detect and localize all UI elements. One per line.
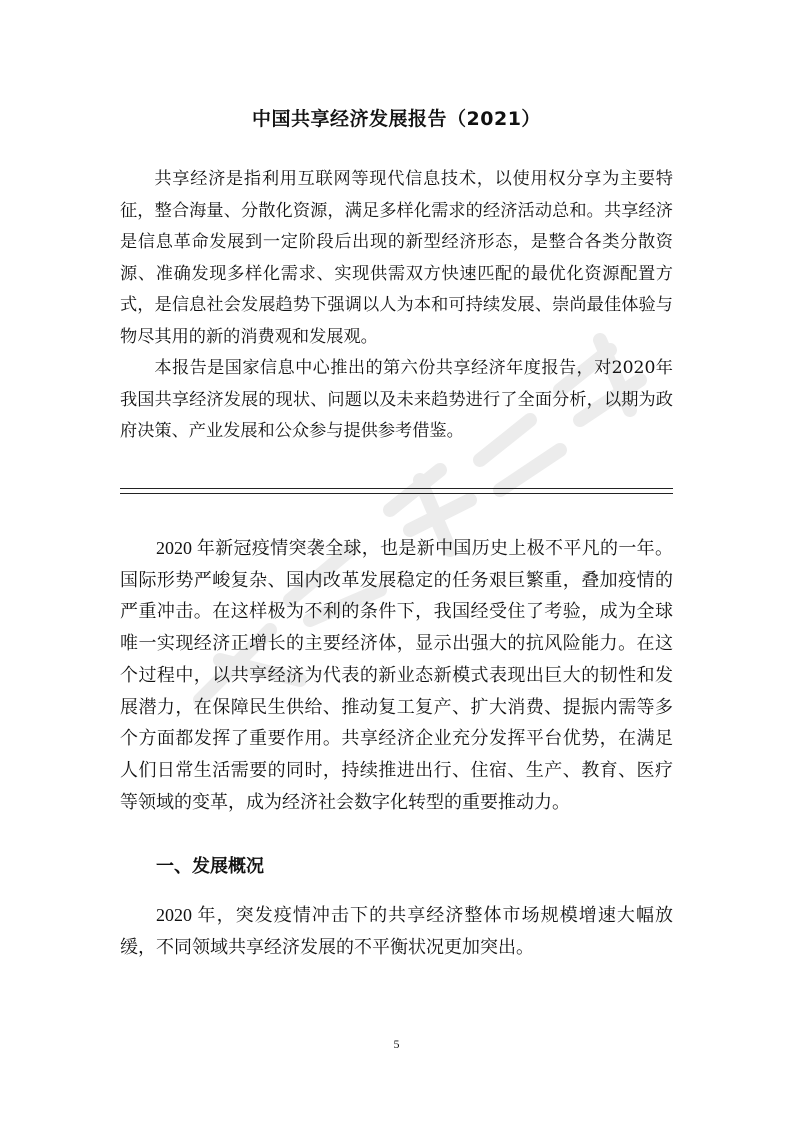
body-paragraph: 2020 年新冠疫情突袭全球，也是新中国历史上极不平凡的一年。国际形势严峻复杂、国内改革发展稳定的任务艰巨繁重，叠加疫情的严重冲击。在这样极为不利的条件下，我国经受住了考验，成为全球唯一实现经济正增长的主要经济体，显示出强大的抗风险能力。在这个过程中，以共享经济为代表的新业态新模式表现出巨大的韧性和发展潜力，在保障民生供给、推动复工复产、扩大消费、提振内需等多个方面都发挥了重要作用。共享经济企业充分发挥平台优势，在满足人们日常生活需要的同时，持续推进出行、住宿、生产、教育、医疗等领域的变革，成为经济社会数字化转型的重要推动力。 xyxy=(120,538,673,812)
document-title: 中国共享经济发展报告（2021） xyxy=(252,108,541,130)
body-paragraph: 2020 年，突发疫情冲击下的共享经济整体市场规模增速大幅放缓，不同领域共享经济发展的不平衡状况更加突出。 xyxy=(120,905,673,957)
page-number: 5 xyxy=(393,1037,400,1051)
abstract-paragraph: 本报告是国家信息中心推出的第六份共享经济年度报告，对2020年我国共享经济发展的现状、问题以及未来趋势进行了全面分析，以期为政府决策、产业发展和公众参与提供参考借鉴。 xyxy=(120,358,673,441)
divider-line xyxy=(120,488,673,489)
section-heading: 一、发展概况 xyxy=(156,856,264,877)
abstract xyxy=(120,164,673,448)
divider-line xyxy=(120,493,673,494)
section-body xyxy=(120,899,673,963)
abstract-paragraph: 共享经济是指利用互联网等现代信息技术，以使用权分享为主要特征，整合海量、分散化资源，满足多样化需求的经济活动总和。共享经济是信息革命发展到一定阶段后出现的新型经济形态，是整合各类分散资源、准确发现多样化需求、实现供需双方快速匹配的最优化资源配置方式，是信息社会发展趋势下强调以人为本和可持续发展、崇尚最佳体验与物尽其用的新的消费观和发展观。 xyxy=(120,169,673,347)
intro-body xyxy=(120,533,673,818)
